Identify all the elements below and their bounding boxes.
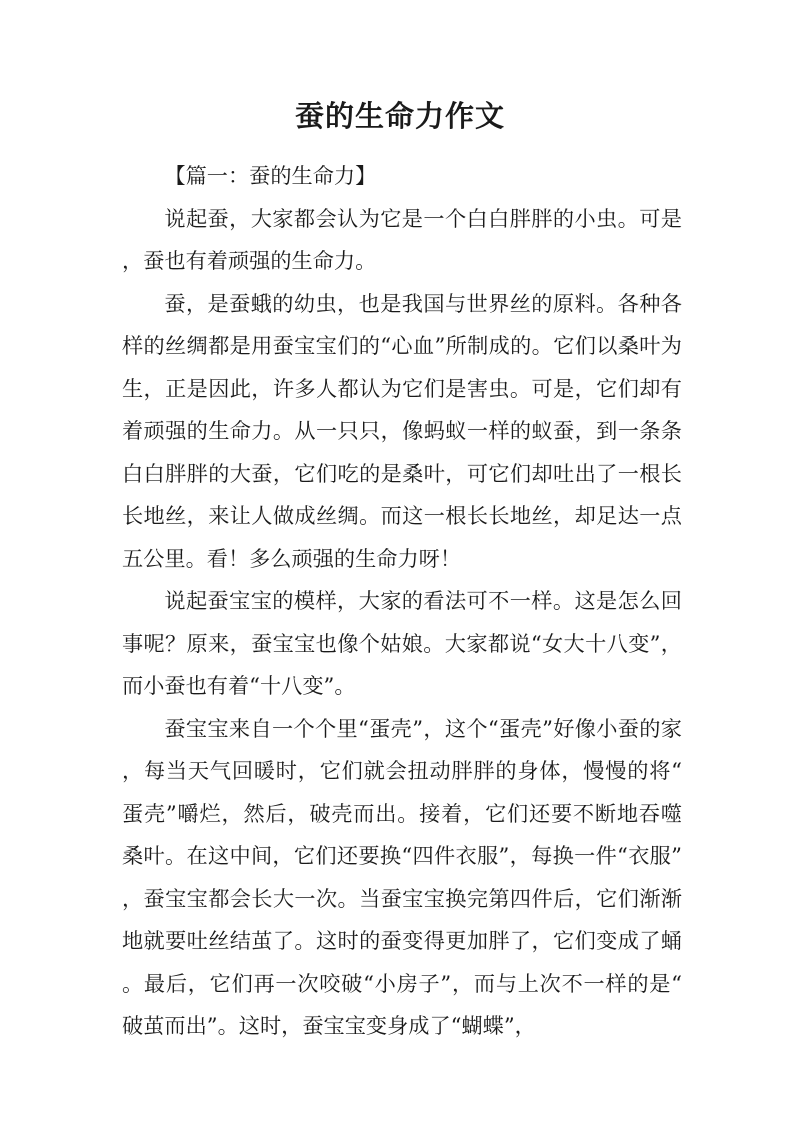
document-body — [122, 155, 682, 1048]
section-heading: 【篇一：蚕的生命力】 — [164, 163, 377, 188]
paragraph-1: 说起蚕，大家都会认为它是一个白白胖胖的小虫。可是，蚕也有着顽强的生命力。 — [122, 205, 682, 273]
paragraph-3: 说起蚕宝宝的模样，大家的看法可不一样。这是怎么回事呢？原来，蚕宝宝也像个姑娘。大家都说“女大十八变”，而小蚕也有着“十八变”。 — [122, 588, 682, 698]
paragraph-4: 蚕宝宝来自一个个里“蛋壳”，这个“蛋壳”好像小蚕的家，每当天气回暖时，它们就会扭动胖胖的身体，慢慢的将“蛋壳”嚼烂，然后，破壳而出。接着，它们还要不断地吞噬桑叶。在这中间，它们还要换“四件衣服”，每换一件“衣服”，蚕宝宝都会长大一次。当蚕宝宝换完第四件后，它们渐渐地就要吐丝结茧了。这时的蚕变得更加胖了，它们变成了蛹。最后，它们再一次咬破“小房子”，而与上次不一样的是“破茧而出”。这时，蚕宝宝变身成了“蝴蝶”， — [122, 715, 682, 1038]
paragraph-2: 蚕，是蚕蛾的幼虫，也是我国与世界丝的原料。各种各样的丝绸都是用蚕宝宝们的“心血”所制成的。它们以桑叶为生，正是因此，许多人都认为它们是害虫。可是，它们却有着顽强的生命力。从一只只，像蚂蚁一样的蚁蚕，到一条条白白胖胖的大蚕，它们吃的是桑叶，可它们却吐出了一根长长地丝，来让人做成丝绸。而这一根长长地丝，却足达一点五公里。看！多么顽强的生命力呀！ — [122, 290, 682, 571]
document-title: 蚕的生命力作文 — [294, 99, 505, 133]
